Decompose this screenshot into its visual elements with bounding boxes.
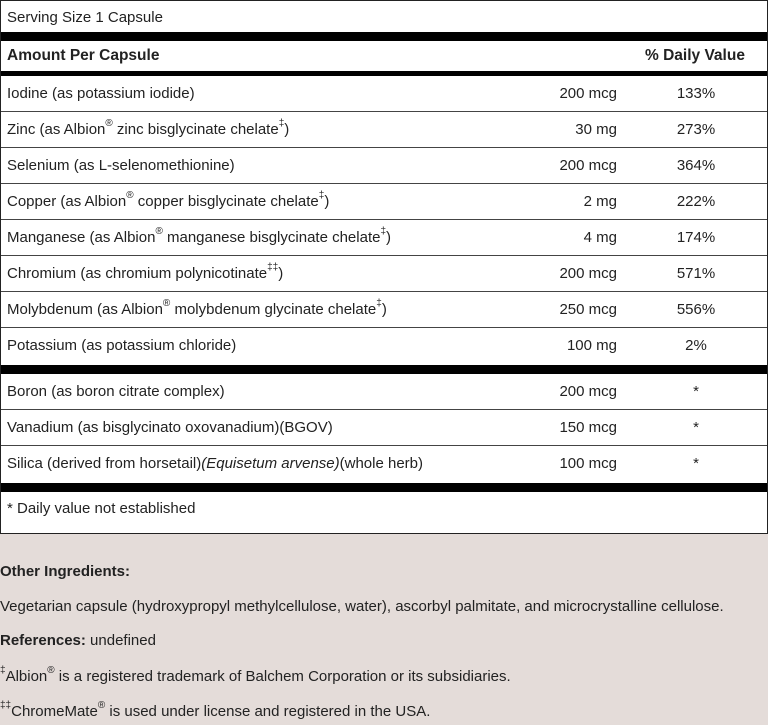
table-row	[1, 112, 767, 148]
nutrient-name: Iodine (as potassium iodide)	[7, 85, 195, 102]
nutrient-amount: 200 mcg	[559, 157, 617, 174]
nutrient-daily-value: 174%	[676, 229, 716, 246]
nutrient-daily-value: 364%	[676, 157, 716, 174]
other-ingredients-label: Other Ingredients:	[0, 563, 131, 580]
nutrient-daily-value: 2%	[685, 337, 707, 354]
serving-size: Serving Size 1 Capsule	[7, 9, 163, 26]
amount-header: Amount Per Capsule	[7, 47, 160, 64]
nutrient-daily-value: 556%	[676, 301, 716, 318]
table-row	[1, 256, 767, 292]
nutrient-name: Selenium (as L-selenomethionine)	[7, 157, 235, 174]
nutrient-amount: 200 mcg	[559, 383, 617, 400]
nutrient-name: Chromium (as chromium polynicotinate‡‡)	[7, 262, 284, 282]
nutrient-amount: 30 mg	[575, 121, 617, 138]
nutrient-daily-value: 273%	[676, 121, 716, 138]
nutrient-name: Vanadium (as bisglycinato oxovanadium)(BGOV)	[7, 419, 333, 436]
nutrient-amount: 100 mcg	[559, 455, 617, 472]
nutrient-amount: 200 mcg	[559, 265, 617, 282]
nutrient-name: Manganese (as Albion® manganese bisglycinate chelate‡)	[7, 226, 392, 246]
nutrient-name: Potassium (as potassium chloride)	[7, 337, 237, 354]
nutrient-daily-value: *	[693, 383, 699, 400]
table-row	[1, 220, 767, 256]
thick-divider	[1, 483, 767, 492]
trademark-chromemate: ‡‡ChromeMate® is used under license and registered in the USA.	[0, 700, 431, 720]
nutrient-name: Molybdenum (as Albion® molybdenum glycinate chelate‡)	[7, 298, 387, 318]
nutrient-daily-value: 571%	[676, 265, 716, 282]
references-line	[0, 632, 156, 649]
nutrient-name: Boron (as boron citrate complex)	[7, 383, 225, 400]
references-value: undefined	[85, 632, 156, 649]
nutrient-name: Zinc (as Albion® zinc bisglycinate chelate‡)	[7, 118, 290, 138]
trademark-albion: ‡Albion® is a registered trademark of Balchem Corporation or its subsidiaries.	[0, 665, 511, 685]
thick-divider	[1, 365, 767, 374]
table-row	[1, 446, 767, 482]
nutrient-name: Silica (derived from horsetail)(Equisetum arvense)(whole herb)	[7, 455, 424, 472]
table-row	[1, 148, 767, 184]
nutrient-amount: 4 mg	[583, 229, 617, 246]
nutrient-daily-value: *	[693, 419, 699, 436]
nutrient-amount: 250 mcg	[559, 301, 617, 318]
references-label: References:	[0, 632, 86, 649]
table-row	[1, 292, 767, 328]
nutrient-amount: 2 mg	[583, 193, 617, 210]
thick-divider	[1, 32, 767, 41]
nutrient-daily-value: 133%	[676, 85, 716, 102]
nutrient-daily-value: *	[693, 455, 699, 472]
nutrient-amount: 200 mcg	[559, 85, 617, 102]
table-row	[1, 76, 767, 112]
table-row	[1, 374, 767, 410]
table-row	[1, 328, 767, 364]
nutrient-daily-value: 222%	[676, 193, 716, 210]
table-row	[1, 410, 767, 446]
footnote: * Daily value not established	[7, 500, 196, 517]
table-row	[1, 184, 767, 220]
nutrient-amount: 100 mg	[566, 337, 617, 354]
daily-value-header: % Daily Value	[645, 47, 745, 64]
nutrient-name: Copper (as Albion® copper bisglycinate chelate‡)	[7, 190, 330, 210]
other-ingredients-text: Vegetarian capsule (hydroxypropyl methylcellulose, water), ascorbyl palmitate, and microcrystalline cellulose.	[0, 598, 724, 615]
nutrient-amount: 150 mcg	[559, 419, 617, 436]
